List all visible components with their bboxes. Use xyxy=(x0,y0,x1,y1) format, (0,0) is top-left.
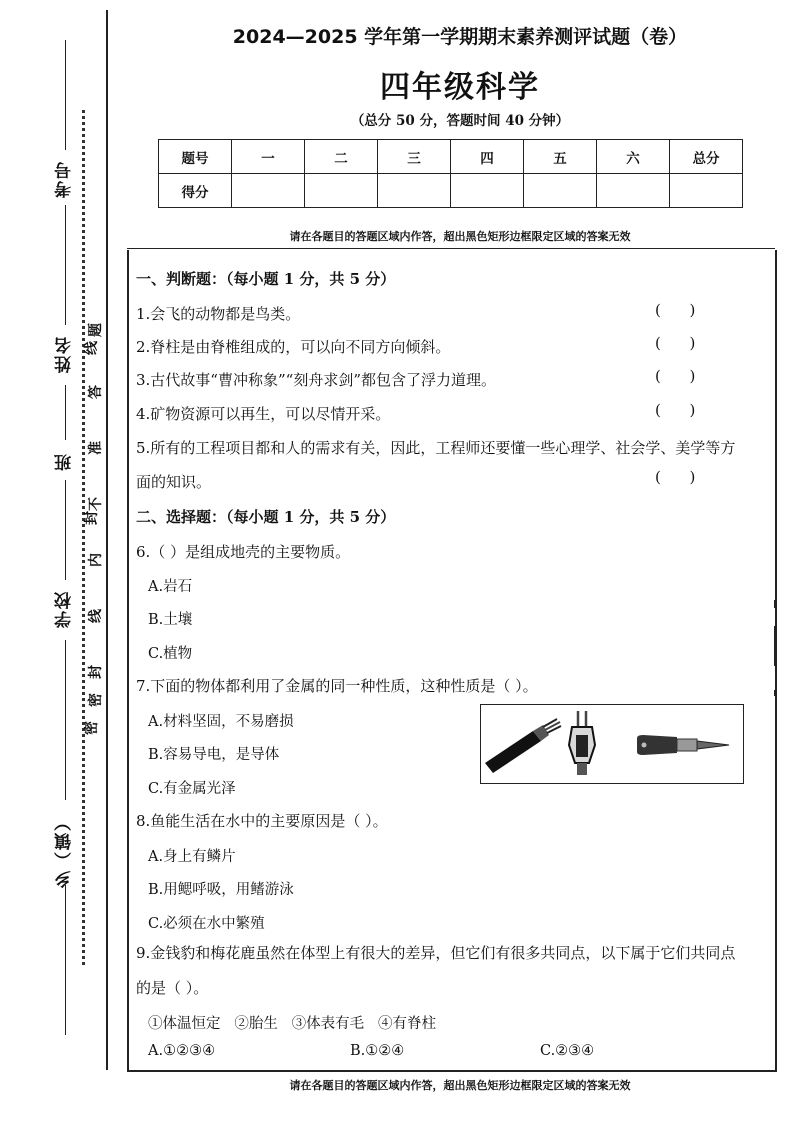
q7-metal-objects-image xyxy=(480,704,744,784)
edge-mark xyxy=(774,626,777,666)
seal-char: 封 xyxy=(84,511,100,525)
footer-notice: 请在各题目的答题区域内作答，超出黑色矩形边框限定区域的答案无效 xyxy=(289,1079,631,1092)
seal-dotted-line xyxy=(82,110,85,965)
answer-area-notice: 请在各题目的答题区域内作答，超出黑色矩形边框限定区域的答案无效 xyxy=(289,230,631,243)
binding-line-bottom xyxy=(65,885,66,1035)
score-input-cell[interactable] xyxy=(597,174,670,208)
score-table-score-row xyxy=(159,174,743,208)
seal-char: 准 xyxy=(88,441,104,455)
score-cell: 六 xyxy=(597,140,670,174)
tf-question-2: 2.脊柱是由脊椎组成的，可以向不同方向倾斜。 xyxy=(136,338,451,356)
score-cell: 五 xyxy=(524,140,597,174)
seal-char: 答 xyxy=(88,385,104,399)
score-input-cell[interactable] xyxy=(670,174,743,208)
wire-icon xyxy=(485,719,561,773)
label-class: 班 xyxy=(55,452,75,471)
subject-title: 四年级科学 xyxy=(380,70,540,105)
q7-stem: 7.下面的物体都利用了金属的同一种性质，这种性质是（ ）。 xyxy=(136,677,538,695)
score-cell: 题号 xyxy=(159,140,232,174)
score-input-cell[interactable] xyxy=(305,174,378,208)
label-town: 乡（镇） xyxy=(55,812,75,888)
seal-char: 不 xyxy=(88,497,104,511)
soldering-iron-icon xyxy=(637,735,729,755)
section1-heading: 一、判断题：（每小题 1 分，共 5 分） xyxy=(136,270,396,288)
tf-question-5: 5.所有的工程项目都和人的需求有关，因此，工程师还要懂一些心理学、社会学、美学等方 xyxy=(136,439,736,457)
binding-line xyxy=(65,385,66,440)
q6-option-c[interactable]: C.植物 xyxy=(148,646,193,662)
label-name: 姓名 xyxy=(55,335,75,373)
score-table-header-row xyxy=(159,140,743,174)
seal-char: 密 xyxy=(88,693,104,707)
q8-option-a[interactable]: A.身上有鳞片 xyxy=(148,849,236,865)
seal-solid-line xyxy=(106,10,108,1070)
score-input-cell[interactable] xyxy=(451,174,524,208)
tf-question-1: 1.会飞的动物都是鸟类。 xyxy=(136,305,301,323)
binding-line xyxy=(65,205,66,325)
edge-mark xyxy=(774,690,777,696)
edge-mark xyxy=(774,600,777,608)
score-input-cell[interactable] xyxy=(232,174,305,208)
q7-illustration xyxy=(481,705,743,783)
plug-icon xyxy=(569,711,595,775)
tf-answer-blank-5[interactable]: ( ) xyxy=(655,468,696,486)
score-row-label: 得分 xyxy=(159,174,232,208)
seal-char: 题 xyxy=(88,323,104,337)
tf-question-4: 4.矿物资源可以再生，可以尽情开采。 xyxy=(136,405,391,423)
exam-title: 2024—2025 学年第一学期期末素养测评试题（卷） xyxy=(232,26,688,48)
answer-box-top-border xyxy=(127,248,775,249)
score-cell: 一 xyxy=(232,140,305,174)
tf-question-5-cont: 面的知识。 xyxy=(136,473,212,491)
exam-info: （总分 50 分，答题时间 40 分钟） xyxy=(350,113,570,129)
label-exam-number: 考号 xyxy=(55,160,75,198)
q6-option-b[interactable]: B.土壤 xyxy=(148,612,193,628)
seal-char: 线 xyxy=(88,609,104,623)
seal-char: 内 xyxy=(88,553,104,567)
binding-line xyxy=(65,640,66,800)
q9-statements: ①体温恒定 ②胎生 ③体表有毛 ④有脊柱 xyxy=(148,1016,436,1032)
q8-option-b[interactable]: B.用鳃呼吸，用鳍游泳 xyxy=(148,882,294,898)
q7-option-b[interactable]: B.容易导电，是导体 xyxy=(148,747,280,763)
tf-answer-blank-2[interactable]: ( ) xyxy=(655,334,696,352)
label-school: 学校 xyxy=(55,590,75,628)
q9-option-b[interactable]: B.①②④ xyxy=(350,1043,405,1059)
seal-char: 密 xyxy=(84,721,100,735)
q7-option-c[interactable]: C.有金属光泽 xyxy=(148,781,236,797)
q8-stem: 8.鱼能生活在水中的主要原因是（ ）。 xyxy=(136,812,388,830)
seal-char: 封 xyxy=(88,665,104,679)
q6-option-a[interactable]: A.岩石 xyxy=(148,579,193,595)
tf-answer-blank-3[interactable]: ( ) xyxy=(655,367,696,385)
q8-option-c[interactable]: C.必须在水中繁殖 xyxy=(148,916,265,932)
seal-char: 线 xyxy=(84,341,100,355)
q9-option-c[interactable]: C.②③④ xyxy=(540,1043,595,1059)
q9-option-a[interactable]: A.①②③④ xyxy=(148,1043,216,1059)
score-cell: 三 xyxy=(378,140,451,174)
score-input-cell[interactable] xyxy=(378,174,451,208)
q9-stem: 9.金钱豹和梅花鹿虽然在体型上有很大的差异，但它们有很多共同点，以下属于它们共同点 xyxy=(136,944,736,962)
score-cell: 总分 xyxy=(670,140,743,174)
q7-option-a[interactable]: A.材料坚固，不易磨损 xyxy=(148,714,294,730)
tf-answer-blank-4[interactable]: ( ) xyxy=(655,401,696,419)
section2-heading: 二、选择题：（每小题 1 分，共 5 分） xyxy=(136,508,396,526)
q6-stem: 6.（ ）是组成地壳的主要物质。 xyxy=(136,543,351,561)
score-input-cell[interactable] xyxy=(524,174,597,208)
tf-answer-blank-1[interactable]: ( ) xyxy=(655,301,696,319)
q9-stem-cont: 的是（ ）。 xyxy=(136,979,209,997)
score-cell: 四 xyxy=(451,140,524,174)
score-table xyxy=(158,139,743,208)
score-cell: 二 xyxy=(305,140,378,174)
tf-question-3: 3.古代故事“曹冲称象”“刻舟求剑”都包含了浮力道理。 xyxy=(136,371,496,389)
binding-line xyxy=(65,480,66,580)
binding-line-top xyxy=(65,40,66,150)
